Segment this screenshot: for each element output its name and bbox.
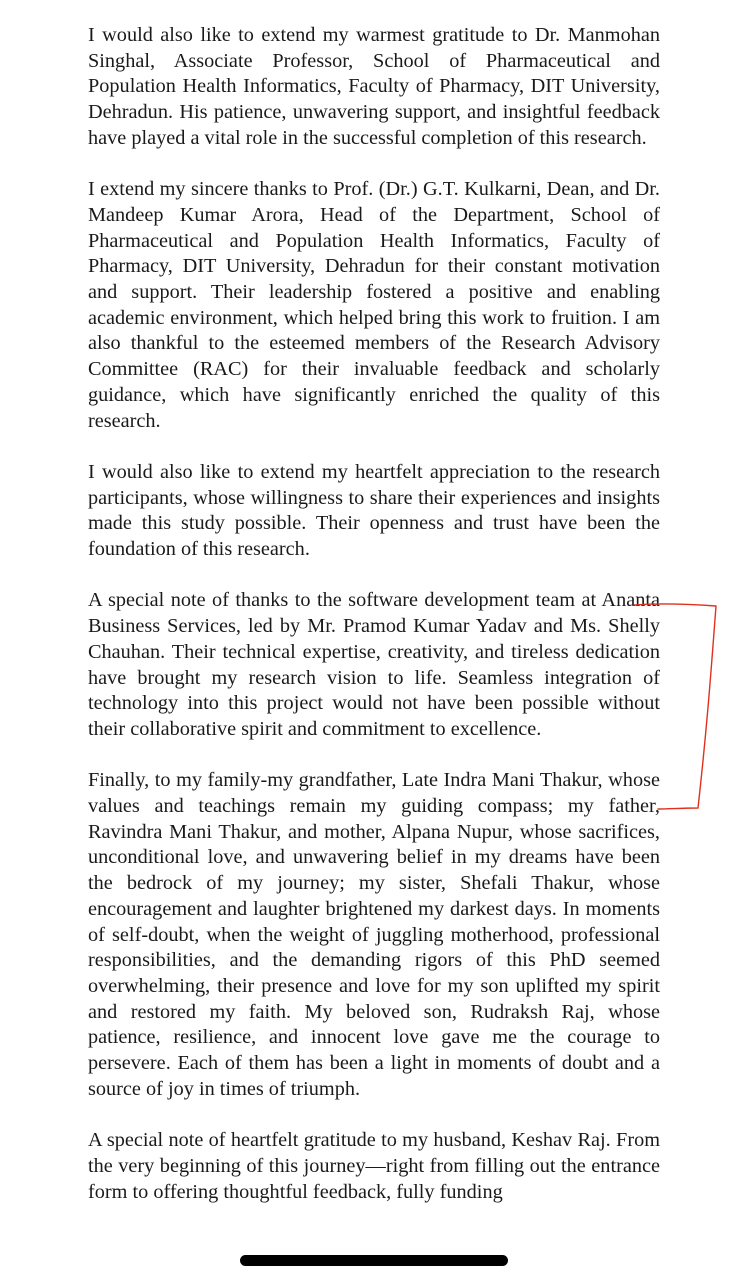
paragraph-supervisor: I would also like to extend my warmest gratitude to Dr. Manmohan Singhal, Associate Professor, School of Pharmaceutical and Population Health Informatics, Faculty of Pharmacy, DIT University, Dehradun. His patience, unwavering support, and insightful feedback have played a vital role in the successful completion of this research. <box>88 24 660 149</box>
paragraph-dean-hod: I extend my sincere thanks to Prof. (Dr.) G.T. Kulkarni, Dean, and Dr. Mandeep Kumar Arora, Head of the Department, School of Pharmaceutical and Population Health Informatics, Faculty of Pharmacy, DIT University, Dehradun for their constant motivation and support. Their leadership fostered a positive and enabling academic environment, which helped bring this work to fruition. I am also thankful to the esteemed members of the Research Advisory Committee (RAC) for their invaluable feedback and scholarly guidance, which have significantly enriched the quality of this research. <box>88 178 660 432</box>
home-indicator-bar[interactable] <box>240 1255 508 1266</box>
document-page <box>88 23 660 1231</box>
paragraph-husband: A special note of heartfelt gratitude to my husband, Keshav Raj. From the very beginning of this journey—right from filling out the entrance form to offering thoughtful feedback, fully funding <box>88 1129 660 1203</box>
paragraph-family: Finally, to my family-my grandfather, Late Indra Mani Thakur, whose values and teachings remain my guiding compass; my father, Ravindra Mani Thakur, and mother, Alpana Nupur, whose sacrifices, unconditional love, and unwavering belief in my dreams have been the bedrock of my journey; my sister, Shefali Thakur, whose encouragement and laughter brightened my darkest days. In moments of self-doubt, when the weight of juggling motherhood, professional responsibilities, and the demanding rigors of this PhD seemed overwhelming, their presence and love for my son uplifted my spirit and restored my faith. My beloved son, Rudraksh Raj, whose patience, resilience, and innocent love gave me the courage to persevere. Each of them has been a light in moments of doubt and a source of joy in times of triumph. <box>88 769 660 1100</box>
paragraph-software-team: A special note of thanks to the software development team at Ananta Business Services, led by Mr. Pramod Kumar Yadav and Ms. Shelly Chauhan. Their technical expertise, creativity, and tireless dedication have brought my research vision to life. Seamless integration of technology into this project would not have been possible without their collaborative spirit and commitment to excellence. <box>88 589 660 740</box>
paragraph-participants: I would also like to extend my heartfelt appreciation to the research participants, whose willingness to share their experiences and insights made this study possible. Their openness and trust have been the foundation of this research. <box>88 460 660 561</box>
